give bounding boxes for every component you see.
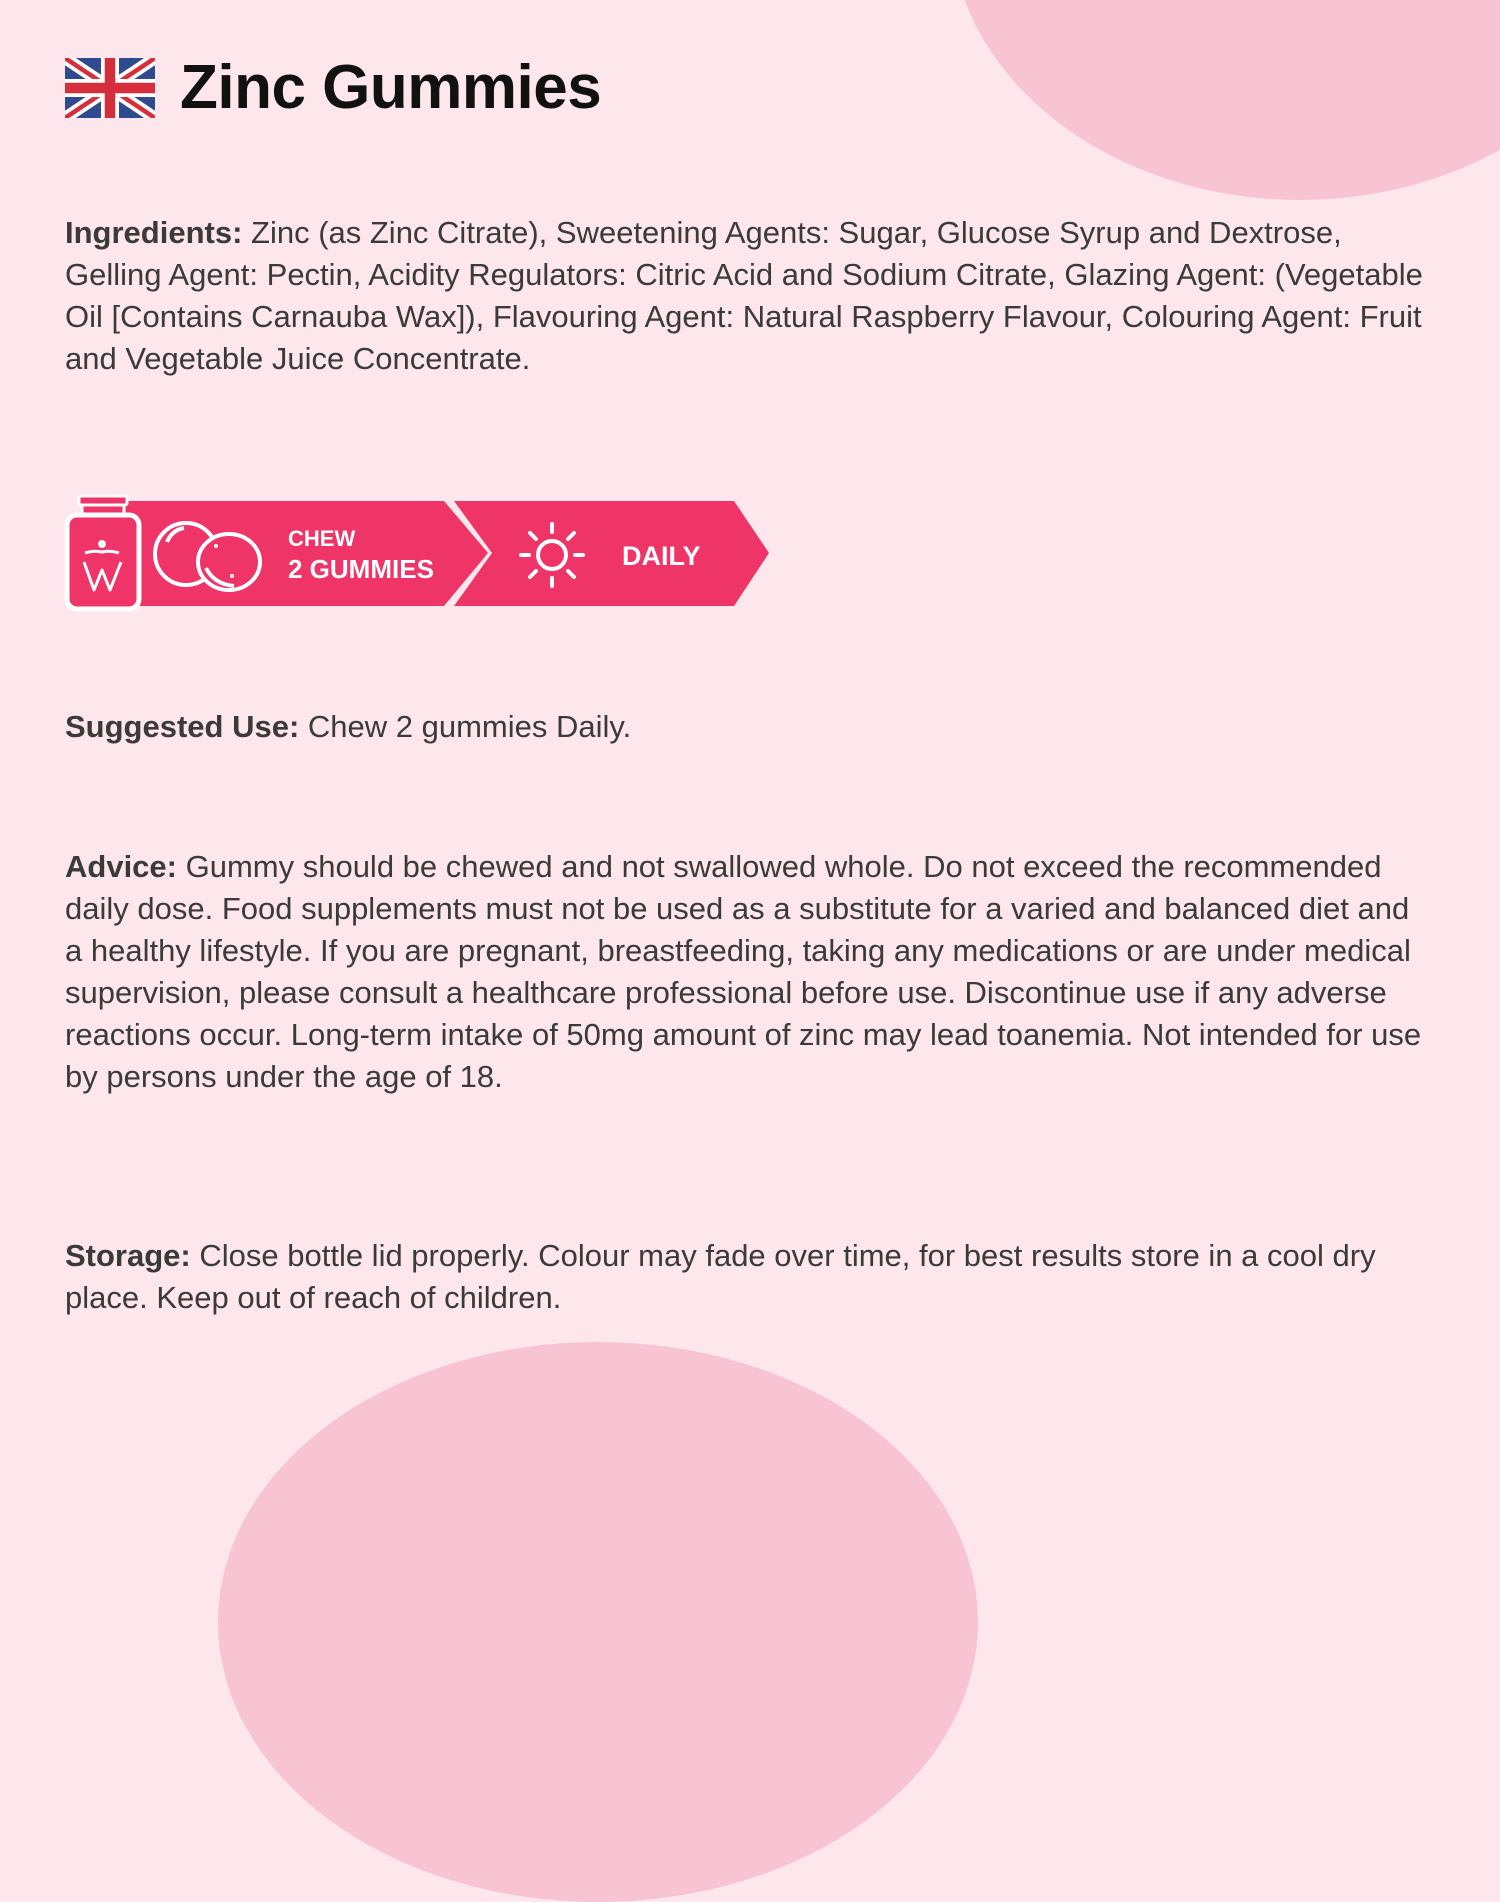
suggested-use-text: Chew 2 gummies Daily. <box>299 709 632 744</box>
storage-label: Storage: <box>65 1238 191 1273</box>
advice-paragraph <box>65 846 1425 1098</box>
page-title: Zinc Gummies <box>180 53 602 122</box>
daily-label: DAILY <box>622 541 701 571</box>
suggested-use-label: Suggested Use: <box>65 709 300 744</box>
decorative-blob-top <box>950 0 1500 200</box>
ingredients-label: Ingredients: <box>65 215 243 250</box>
chew-line2: 2 GUMMIES <box>288 554 434 584</box>
suggested-use-paragraph <box>65 706 1425 748</box>
header <box>65 52 601 123</box>
chew-line1: CHEW <box>288 526 356 551</box>
decorative-blob-bottom <box>218 1342 978 1902</box>
ingredients-paragraph <box>65 212 1425 380</box>
storage-paragraph <box>65 1235 1425 1319</box>
uk-flag-icon <box>65 58 155 118</box>
advice-label: Advice: <box>65 849 177 884</box>
daily-chevron <box>454 501 769 606</box>
chew-label <box>288 526 434 586</box>
ingredients-text: Zinc (as Zinc Citrate), Sweetening Agents: Sugar, Glucose Syrup and Dextrose, Gelling Agent: Pectin, Acidity Regulators: Citric Acid and Sodium Citrate, Glazing Agent: (Vegetable Oil [Contains Carnauba Wax]), Flavouring Agent: Natural Raspberry Flavour, Colouring Agent: Fruit and Vegetable Juice Concentrate. <box>65 215 1423 376</box>
bottle-icon <box>67 496 139 609</box>
storage-text: Close bottle lid properly. Colour may fade over time, for best results store in a cool dry place. Keep out of reach of children. <box>65 1238 1376 1315</box>
advice-text: Gummy should be chewed and not swallowed whole. Do not exceed the recommended daily dose. Food supplements must not be used as a substitute for a varied and balanced diet and a healthy lifestyle. If you are pregnant, breastfeeding, taking any medications or are under medical supervision, please consult a healthcare professional before use. Discontinue use if any adverse reactions occur. Long-term intake of 50mg amount of zinc may lead toanemia. Not intended for use by persons under the age of 18. <box>65 849 1422 1094</box>
